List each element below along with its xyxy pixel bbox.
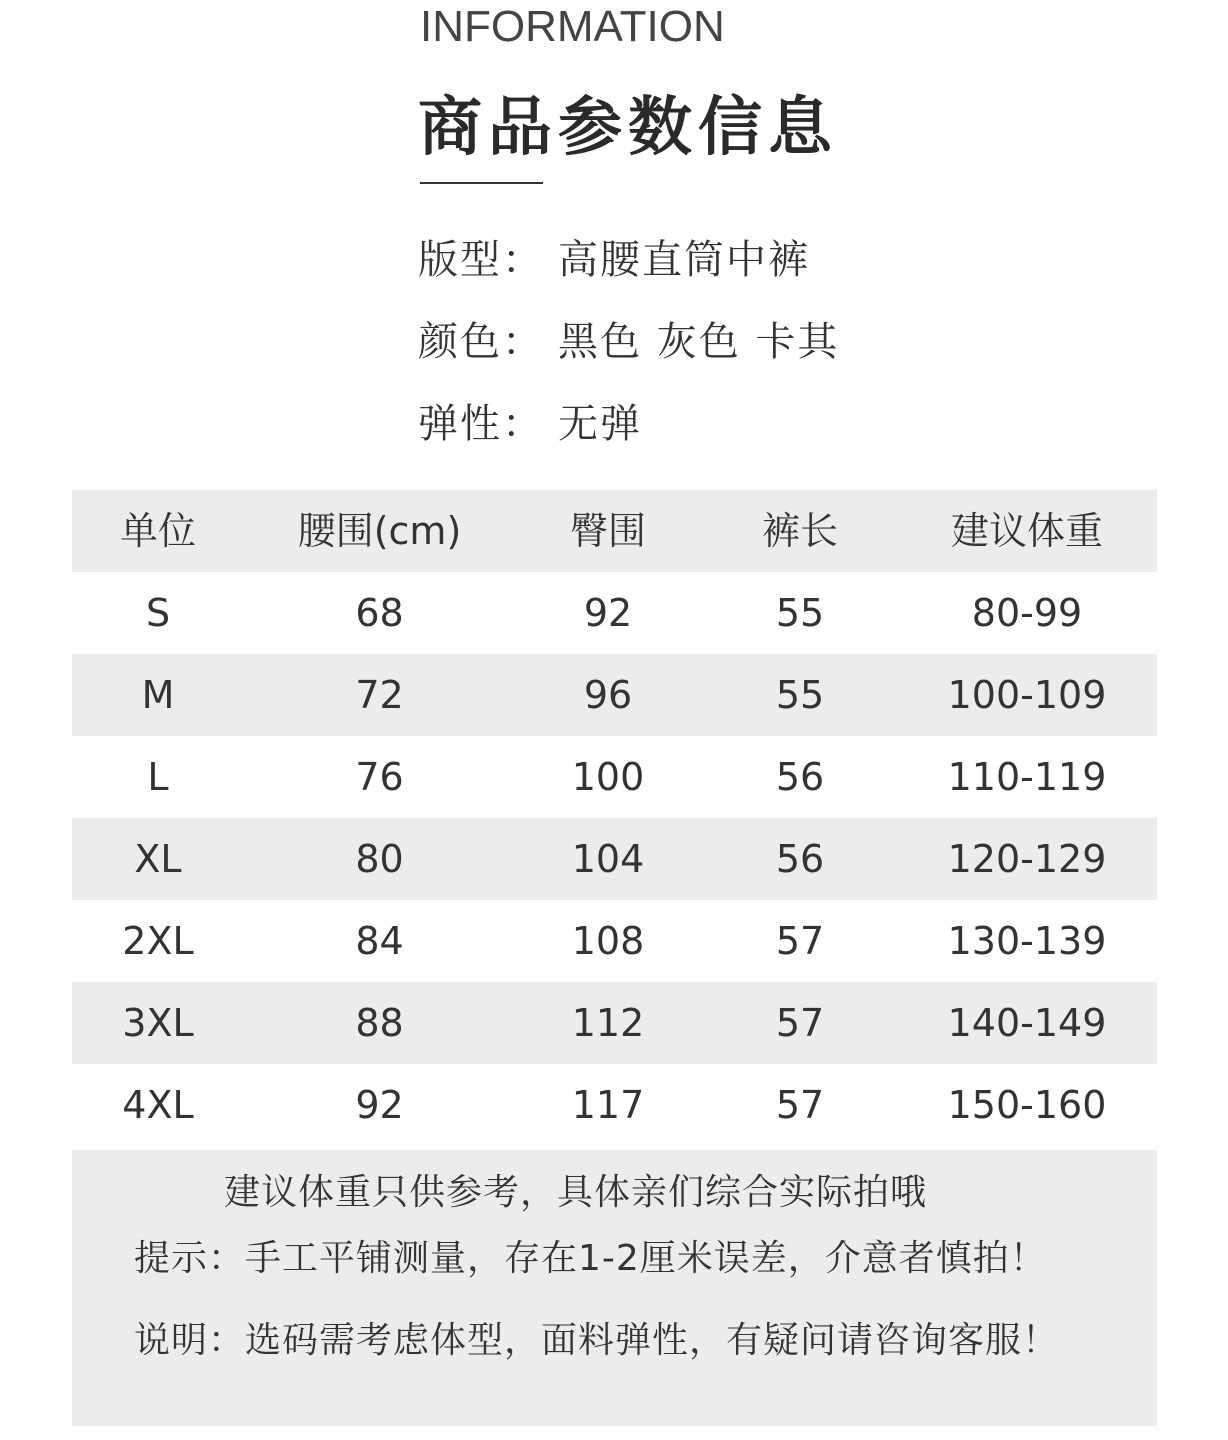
size-table — [72, 490, 1157, 1146]
table-row — [72, 900, 1157, 982]
table-row — [72, 572, 1157, 654]
size-cell: L — [147, 755, 169, 799]
weight-cell: 80-99 — [971, 591, 1083, 635]
hip-cell: 96 — [583, 673, 633, 717]
spec-fit — [418, 228, 810, 285]
length-cell: 57 — [775, 1001, 825, 1045]
note-size-advice: 说明：选码需考虑体型，面料弹性，有疑问请咨询客服！ — [134, 1320, 1060, 1361]
hip-cell: 100 — [571, 755, 645, 799]
waist-cell: 80 — [355, 837, 404, 881]
waist-cell: 72 — [355, 673, 404, 717]
header-cell-waist: 腰围(cm) — [297, 509, 462, 553]
waist-cell: 92 — [355, 1083, 404, 1127]
header-cell-hip: 臀围 — [569, 509, 646, 553]
weight-cell: 130-139 — [947, 919, 1107, 963]
spec-label: 颜色： — [418, 319, 544, 365]
length-cell: 56 — [775, 755, 825, 799]
length-cell: 56 — [775, 837, 825, 881]
table-row — [72, 1064, 1157, 1146]
table-row — [72, 736, 1157, 818]
weight-cell: 100-109 — [947, 673, 1107, 717]
size-cell: S — [145, 591, 171, 635]
length-cell: 57 — [775, 1083, 825, 1127]
header-cell-weight: 建议体重 — [950, 509, 1103, 553]
header-cell-unit: 单位 — [119, 509, 196, 553]
page-title: 商品参数信息 — [418, 91, 838, 165]
spec-color — [418, 310, 839, 367]
waist-cell: 88 — [355, 1001, 404, 1045]
spec-label: 版型： — [418, 237, 544, 283]
header-cell-length: 裤长 — [761, 509, 838, 553]
table-row — [72, 818, 1157, 900]
length-cell: 55 — [775, 673, 825, 717]
hip-cell: 117 — [571, 1083, 645, 1127]
length-cell: 57 — [775, 919, 825, 963]
note-measurement-tip: 提示：手工平铺测量，存在1-2厘米误差，介意者慎拍！ — [134, 1238, 1047, 1279]
table-row — [72, 654, 1157, 736]
spec-value: 高腰直筒中裤 — [558, 237, 810, 283]
waist-cell: 68 — [355, 591, 404, 635]
spec-value: 无弹 — [558, 401, 642, 447]
hip-cell: 108 — [571, 919, 645, 963]
weight-cell: 120-129 — [947, 837, 1107, 881]
title-divider — [420, 182, 543, 184]
size-cell: 4XL — [122, 1083, 194, 1127]
size-cell: 2XL — [122, 919, 194, 963]
spec-elasticity — [418, 392, 642, 449]
weight-cell: 110-119 — [947, 755, 1107, 799]
size-cell: 3XL — [122, 1001, 194, 1045]
weight-cell: 150-160 — [947, 1083, 1107, 1127]
spec-label: 弹性： — [418, 401, 544, 447]
size-cell: XL — [134, 837, 182, 881]
spec-value: 黑色 灰色 卡其 — [558, 319, 840, 365]
note-weight-reference: 建议体重只供参考，具体亲们综合实际拍哦 — [224, 1172, 928, 1213]
length-cell: 55 — [775, 591, 825, 635]
weight-cell: 140-149 — [947, 1001, 1107, 1045]
hip-cell: 104 — [571, 837, 645, 881]
hip-cell: 92 — [583, 591, 633, 635]
english-title: INFORMATION — [420, 2, 725, 51]
waist-cell: 84 — [355, 919, 404, 963]
table-header-row — [72, 490, 1157, 572]
size-cell: M — [141, 673, 175, 717]
table-row — [72, 982, 1157, 1064]
waist-cell: 76 — [355, 755, 404, 799]
hip-cell: 112 — [571, 1001, 645, 1045]
notes-panel — [72, 1150, 1157, 1426]
